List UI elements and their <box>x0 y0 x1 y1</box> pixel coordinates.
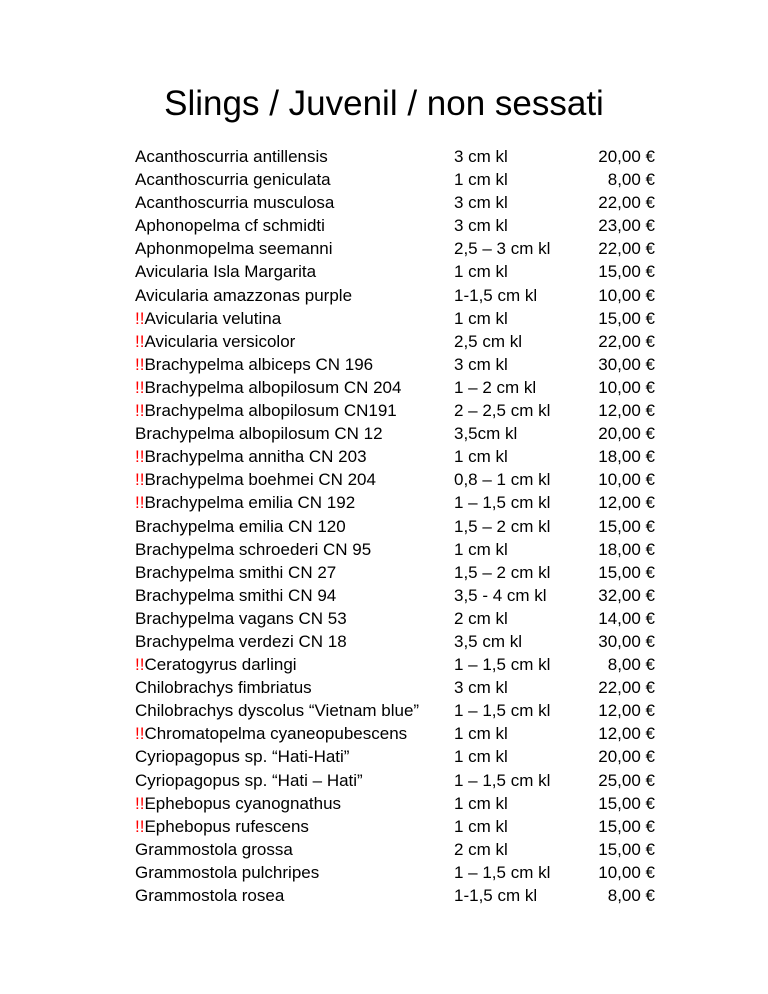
highlight-mark: !! <box>135 377 145 397</box>
price-value: 15,00 € <box>598 816 655 836</box>
highlight-mark: !! <box>135 470 145 490</box>
price-value: 8,00 € <box>607 886 655 905</box>
highlight-mark: !! <box>135 308 145 328</box>
price-value: 12,00 € <box>598 724 655 744</box>
species-name <box>135 630 347 653</box>
highlight-mark: !! <box>135 331 145 351</box>
list-item <box>135 722 655 745</box>
species-name <box>135 607 347 630</box>
size-value: 2,5 cm kl <box>454 331 523 351</box>
species-name-text: Brachypelma smithi CN 27 <box>135 562 337 582</box>
species-name-text: Avicularia Isla Margarita <box>135 262 317 282</box>
price-value: 14,00 € <box>598 608 655 628</box>
list-item <box>135 676 655 699</box>
highlight-mark: !! <box>135 724 145 744</box>
size-value: 3,5 cm kl <box>454 631 523 651</box>
list-item <box>135 468 655 491</box>
list-item <box>135 561 655 584</box>
species-name-text: Brachypelma albopilosum CN 12 <box>135 424 383 444</box>
species-name <box>135 307 281 330</box>
list-item <box>135 145 655 168</box>
list-item <box>135 445 655 468</box>
price-value: 10,00 € <box>598 470 655 490</box>
species-name-text: Brachypelma smithi CN 94 <box>135 585 337 605</box>
price-value: 18,00 € <box>598 539 655 559</box>
price-value: 15,00 € <box>598 839 655 859</box>
size-value: 1 – 1,5 cm kl <box>454 701 551 721</box>
species-name <box>135 722 407 745</box>
price-value: 22,00 € <box>598 193 655 213</box>
list-item <box>135 792 655 815</box>
size-value: 1 – 1,5 cm kl <box>454 493 551 513</box>
list-item <box>135 284 655 307</box>
price-value: 8,00 € <box>607 170 655 190</box>
size-value: 1 – 1,5 cm kl <box>454 770 551 790</box>
species-name <box>135 260 316 283</box>
size-value: 3 cm kl <box>454 147 508 166</box>
size-value: 2,5 – 3 cm kl <box>454 239 551 259</box>
price-value: 20,00 € <box>598 424 655 444</box>
list-item <box>135 168 655 191</box>
size-value: 3 cm kl <box>454 678 508 698</box>
size-value: 1-1,5 cm kl <box>454 886 538 905</box>
price-value: 8,00 € <box>607 655 655 675</box>
species-name-text: Aphonmopelma seemanni <box>135 239 333 259</box>
species-name <box>135 330 295 353</box>
species-name-text: Grammostola grossa <box>135 839 293 859</box>
size-value: 1 cm kl <box>454 793 508 813</box>
price-value: 10,00 € <box>598 285 655 305</box>
species-name-text: Brachypelma albiceps CN 196 <box>144 354 374 374</box>
species-name <box>135 168 331 191</box>
price-value: 10,00 € <box>598 862 655 882</box>
size-value: 1 – 1,5 cm kl <box>454 655 551 675</box>
highlight-mark: !! <box>135 401 145 421</box>
highlight-mark: !! <box>135 447 145 467</box>
price-value: 20,00 € <box>598 747 655 767</box>
species-name <box>135 445 367 468</box>
price-value: 12,00 € <box>598 701 655 721</box>
species-name <box>135 699 419 722</box>
price-value: 20,00 € <box>598 147 655 166</box>
species-name-text: Chilobrachys dyscolus “Vietnam blue” <box>135 701 420 721</box>
list-item <box>135 769 655 792</box>
size-value: 3 cm kl <box>454 193 508 213</box>
list-item <box>135 630 655 653</box>
price-value: 32,00 € <box>598 585 655 605</box>
size-value: 1 cm kl <box>454 262 508 282</box>
size-value: 0,8 – 1 cm kl <box>454 470 551 490</box>
species-name <box>135 561 336 584</box>
price-value: 15,00 € <box>598 262 655 282</box>
price-value: 25,00 € <box>598 770 655 790</box>
species-name <box>135 491 355 514</box>
species-name-text: Brachypelma emilia CN 192 <box>144 493 356 513</box>
species-name-text: Brachypelma albopilosum CN 204 <box>144 377 402 397</box>
species-name <box>135 838 293 861</box>
list-item <box>135 237 655 260</box>
price-value: 22,00 € <box>598 239 655 259</box>
list-item <box>135 745 655 768</box>
size-value: 1-1,5 cm kl <box>454 285 538 305</box>
species-name-text: Cyriopagopus sp. “Hati-Hati” <box>135 747 350 767</box>
price-value: 15,00 € <box>598 516 655 536</box>
species-name <box>135 815 309 838</box>
species-name <box>135 861 319 884</box>
size-value: 1 cm kl <box>454 747 508 767</box>
size-value: 1 cm kl <box>454 724 508 744</box>
species-name-text: Acanthoscurria geniculata <box>135 170 331 190</box>
species-name <box>135 769 363 792</box>
species-name-text: Ceratogyrus darlingi <box>144 655 297 675</box>
price-value: 22,00 € <box>598 331 655 351</box>
price-value: 18,00 € <box>598 447 655 467</box>
size-value: 2 cm kl <box>454 608 508 628</box>
list-item <box>135 376 655 399</box>
species-name-text: Avicularia versicolor <box>144 331 296 351</box>
list-item <box>135 191 655 214</box>
list-item <box>135 884 655 907</box>
price-value: 15,00 € <box>598 562 655 582</box>
highlight-mark: !! <box>135 655 145 675</box>
species-name-text: Grammostola rosea <box>135 886 285 905</box>
highlight-mark: !! <box>135 793 145 813</box>
species-name-text: Acanthoscurria antillensis <box>135 147 328 166</box>
size-value: 3,5cm kl <box>454 424 518 444</box>
highlight-mark: !! <box>135 354 145 374</box>
species-name <box>135 884 284 907</box>
species-name <box>135 538 371 561</box>
price-value: 22,00 € <box>598 678 655 698</box>
species-name-text: Aphonopelma cf schmidti <box>135 216 325 236</box>
species-name-text: Brachypelma schroederi CN 95 <box>135 539 372 559</box>
species-name-text: Ephebopus rufescens <box>144 816 309 836</box>
species-name-text: Brachypelma boehmei CN 204 <box>144 470 376 490</box>
list-item <box>135 861 655 884</box>
list-item <box>135 353 655 376</box>
list-item <box>135 491 655 514</box>
species-name-text: Avicularia amazzonas purple <box>135 285 353 305</box>
size-value: 3 cm kl <box>454 216 508 236</box>
list-item <box>135 653 655 676</box>
species-name-text: Brachypelma verdezi CN 18 <box>135 631 347 651</box>
species-name-text: Avicularia velutina <box>144 308 282 328</box>
species-name <box>135 515 346 538</box>
list-item <box>135 422 655 445</box>
price-value: 15,00 € <box>598 793 655 813</box>
list-item <box>135 584 655 607</box>
size-value: 1 – 1,5 cm kl <box>454 862 551 882</box>
species-name-text: Brachypelma annitha CN 203 <box>144 447 367 467</box>
species-name <box>135 792 341 815</box>
species-name <box>135 284 352 307</box>
size-value: 3 cm kl <box>454 354 508 374</box>
price-value: 10,00 € <box>598 377 655 397</box>
species-name <box>135 353 373 376</box>
size-value: 1,5 – 2 cm kl <box>454 516 551 536</box>
size-value: 2 cm kl <box>454 839 508 859</box>
species-name <box>135 376 401 399</box>
species-name-text: Ephebopus cyanognathus <box>144 793 342 813</box>
species-name <box>135 653 297 676</box>
species-name <box>135 145 328 168</box>
species-name-text: Grammostola pulchripes <box>135 862 320 882</box>
page-title: Slings / Juvenil / non sessati <box>164 84 604 123</box>
list-item <box>135 307 655 330</box>
price-value: 23,00 € <box>598 216 655 236</box>
species-name <box>135 237 333 260</box>
size-value: 1 cm kl <box>454 539 508 559</box>
size-value: 1 – 2 cm kl <box>454 377 537 397</box>
list-item <box>135 260 655 283</box>
species-name-text: Chromatopelma cyaneopubescens <box>144 724 408 744</box>
species-name-text: Acanthoscurria musculosa <box>135 193 335 213</box>
price-value: 12,00 € <box>598 493 655 513</box>
size-value: 2 – 2,5 cm kl <box>454 401 551 421</box>
species-name <box>135 399 397 422</box>
size-value: 1 cm kl <box>454 308 508 328</box>
price-value: 30,00 € <box>598 354 655 374</box>
species-name <box>135 745 349 768</box>
species-name <box>135 584 336 607</box>
size-value: 1,5 – 2 cm kl <box>454 562 551 582</box>
species-name <box>135 422 383 445</box>
species-name-text: Chilobrachys fimbriatus <box>135 678 312 698</box>
list-item <box>135 815 655 838</box>
size-value: 1 cm kl <box>454 170 508 190</box>
species-name-text: Brachypelma vagans CN 53 <box>135 608 347 628</box>
price-value: 15,00 € <box>598 308 655 328</box>
list-item <box>135 515 655 538</box>
species-name-text: Brachypelma emilia CN 120 <box>135 516 346 536</box>
price-value: 30,00 € <box>598 631 655 651</box>
list-item <box>135 538 655 561</box>
highlight-mark: !! <box>135 816 145 836</box>
list-item <box>135 399 655 422</box>
size-value: 3,5 - 4 cm kl <box>454 585 547 605</box>
list-item <box>135 214 655 237</box>
list-item <box>135 699 655 722</box>
species-name <box>135 214 325 237</box>
list-item <box>135 330 655 353</box>
species-name-text: Brachypelma albopilosum CN191 <box>144 401 397 421</box>
species-name <box>135 468 376 491</box>
species-name <box>135 191 334 214</box>
price-value: 12,00 € <box>598 401 655 421</box>
price-list <box>135 145 655 907</box>
list-item <box>135 607 655 630</box>
list-item <box>135 838 655 861</box>
species-name <box>135 676 312 699</box>
highlight-mark: !! <box>135 493 145 513</box>
size-value: 1 cm kl <box>454 816 508 836</box>
size-value: 1 cm kl <box>454 447 508 467</box>
species-name-text: Cyriopagopus sp. “Hati – Hati” <box>135 770 363 790</box>
